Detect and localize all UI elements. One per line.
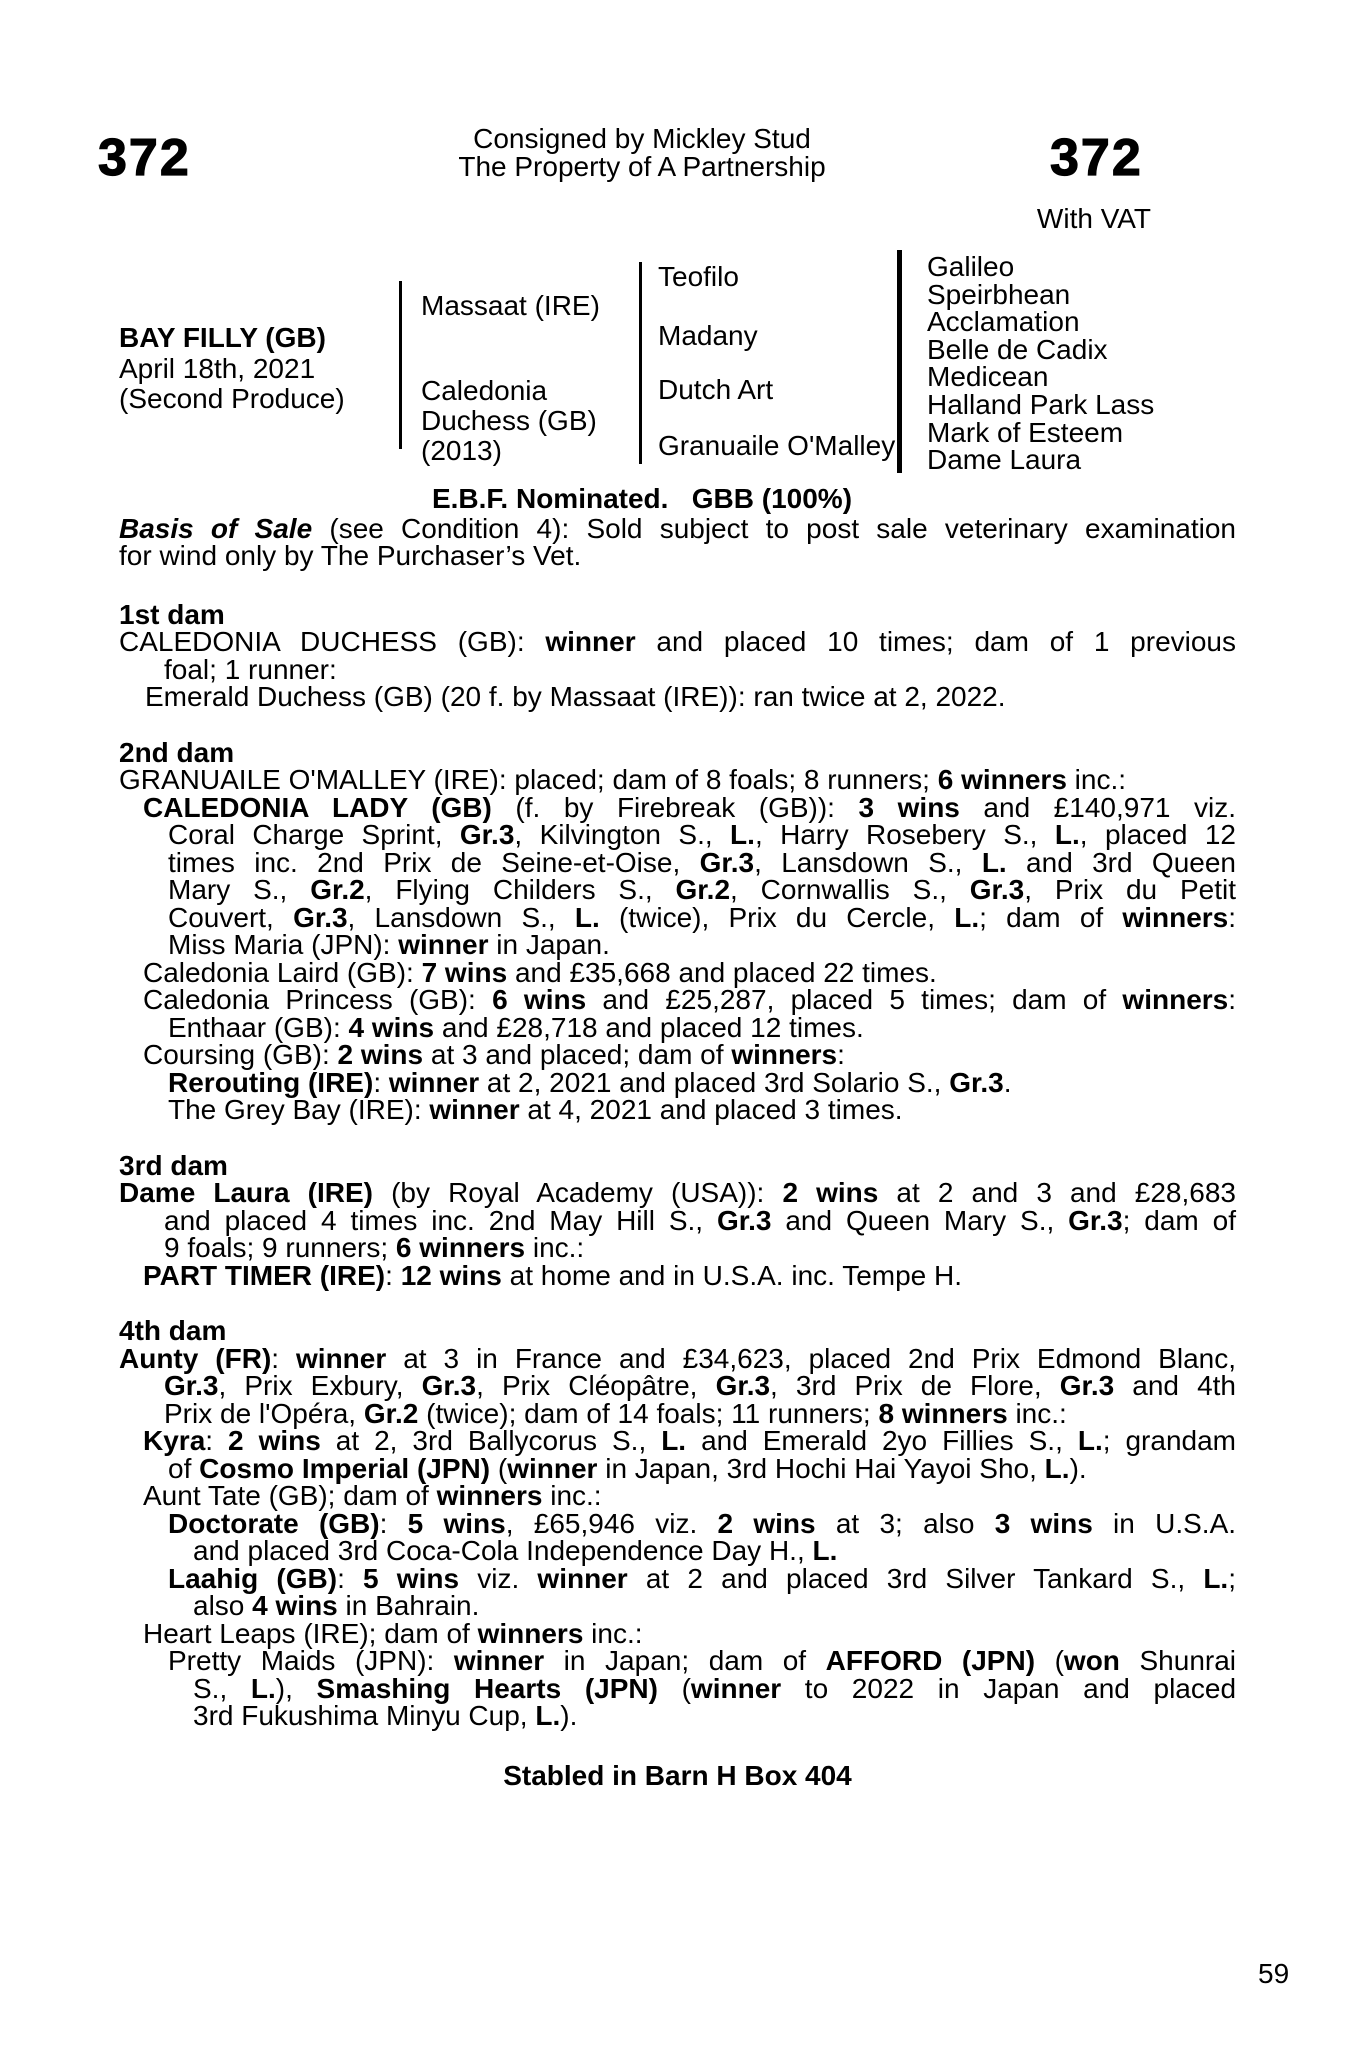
great-grandparent-name: Speirbhean — [927, 278, 1071, 310]
catalog-paragraph — [0, 766, 1346, 794]
catalog-paragraph — [0, 1342, 1346, 1429]
dam-heading: 1st dam — [119, 598, 225, 630]
catalog-paragraph — [0, 931, 1346, 959]
catalog-line: CALEDONIA LADY (GB) (f. by Firebreak (GB)): 3 wins and £140,971 viz. — [143, 791, 1237, 823]
catalog-line: Mary S., Gr.2, Flying Childers S., Gr.2, Cornwallis S., Gr.3, Prix du Petit — [168, 874, 1237, 905]
great-grandparent-list — [927, 253, 1154, 474]
catalog-text — [0, 485, 1346, 1789]
catalog-line: Enthaar (GB): 4 wins and £28,718 and placed 12 times. — [168, 1011, 864, 1043]
dam-section — [0, 736, 1346, 1125]
great-grandparent-name: Medicean — [927, 361, 1049, 393]
foal-date: April 18th, 2021 — [119, 352, 316, 384]
grandparent-name: Teofilo — [658, 261, 739, 292]
catalog-line: Couvert, Gr.3, Lansdown S., L. (twice), Prix du Cercle, L.; dam of winners: — [168, 901, 1237, 933]
catalog-line: Rerouting (IRE): winner at 2, 2021 and placed 3rd Solario S., Gr.3. — [168, 1066, 1012, 1098]
catalog-line: PART TIMER (IRE): 12 wins at home and in U.S.A. inc. Tempe H. — [143, 1259, 963, 1291]
great-grandparent-name: Acclamation — [927, 306, 1080, 338]
pedigree-divider — [897, 250, 902, 473]
nomination-line: E.B.F. Nominated. GBB (100%) — [431, 483, 853, 514]
catalog-paragraph — [0, 1647, 1346, 1730]
catalog-line: Miss Maria (JPN): winner in Japan. — [168, 929, 610, 960]
property-line: The Property of A Partnership — [458, 151, 826, 182]
great-grandparent-name: Dame Laura — [927, 444, 1082, 476]
catalog-line: Caledonia Laird (GB): 7 wins and £35,668 and placed 22 times. — [143, 956, 937, 988]
vat-note: With VAT — [1036, 203, 1151, 234]
catalog-paragraph — [0, 1259, 1346, 1291]
catalog-line: and placed 4 times inc. 2nd May Hill S., Gr.3 and Queen Mary S., Gr.3; dam of — [164, 1204, 1236, 1236]
catalog-line: for wind only by The Purchaser’s Vet. — [119, 540, 582, 571]
pedigree-divider — [639, 262, 642, 464]
foal-details — [119, 323, 345, 415]
grandparent-name: Granuaile O'Malley — [658, 430, 896, 461]
catalog-paragraph — [0, 956, 1346, 988]
foal-produce: (Second Produce) — [119, 383, 345, 414]
catalog-line: CALEDONIA DUCHESS (GB): winner and placed 10 times; dam of 1 previous — [119, 626, 1237, 657]
dam-section — [0, 1149, 1346, 1291]
catalog-line: Laahig (GB): 5 wins viz. winner at 2 and placed 3rd Silver Tankard S., L.; — [168, 1562, 1236, 1594]
dam-section — [0, 598, 1346, 712]
catalog-paragraph — [0, 628, 1346, 683]
catalog-line: Aunt Tate (GB); dam of winners inc.: — [143, 1480, 602, 1511]
catalog-paragraph — [0, 1041, 1346, 1069]
basis-of-sale — [0, 512, 1346, 571]
consignor-block — [119, 125, 1165, 181]
catalog-line: Pretty Maids (JPN): winner in Japan; dam of AFFORD (JPN) (won Shunrai — [168, 1645, 1237, 1676]
catalog-line: 3rd Fukushima Minyu Cup, L.). — [193, 1700, 578, 1731]
catalog-line: Dame Laura (IRE) (by Royal Academy (USA)): 2 wins at 2 and 3 and £28,683 — [119, 1177, 1237, 1208]
catalog-paragraph — [0, 1482, 1346, 1510]
sire-name: Massaat (IRE) — [421, 290, 600, 321]
catalog-paragraph — [0, 1617, 1346, 1649]
catalog-line: Aunty (FR): winner at 3 in France and £34,623, placed 2nd Prix Edmond Blanc, — [119, 1342, 1236, 1374]
catalog-paragraph — [0, 1507, 1346, 1566]
catalog-paragraph — [0, 1066, 1346, 1098]
catalog-paragraph — [0, 1096, 1346, 1124]
great-grandparent-name: Halland Park Lass — [927, 388, 1155, 420]
dam-name-line: Caledonia — [421, 375, 548, 406]
dam-heading: 3rd dam — [119, 1149, 228, 1181]
catalog-line: foal; 1 runner: — [164, 653, 337, 685]
page-number: 59 — [1258, 1958, 1290, 1989]
catalog-paragraph — [0, 1562, 1346, 1621]
catalog-line: S., L.), Smashing Hearts (JPN) (winner to 2022 in Japan and placed — [193, 1672, 1237, 1704]
catalog-line: also 4 wins in Bahrain. — [193, 1590, 480, 1621]
pedigree-divider — [399, 281, 402, 449]
dam-name-line: (2013) — [421, 435, 502, 466]
dam-name-line: Duchess (GB) — [421, 405, 597, 436]
catalog-paragraph — [0, 1427, 1346, 1482]
catalog-line: Heart Leaps (IRE); dam of winners inc.: — [143, 1617, 643, 1649]
great-grandparent-name: Mark of Esteem — [927, 416, 1124, 448]
grandparent-name: Dutch Art — [658, 374, 774, 405]
consignor-name: Consigned by Mickley Stud — [473, 123, 811, 154]
dam-name — [421, 376, 597, 466]
lot-number-left: 372 — [98, 129, 191, 187]
catalog-paragraph — [0, 1011, 1346, 1043]
lot-number-right: 372 — [1050, 129, 1143, 187]
catalog-line: The Grey Bay (IRE): winner at 4, 2021 and placed 3 times. — [168, 1094, 903, 1125]
catalog-line: Kyra: 2 wins at 2, 3rd Ballycorus S., L. and Emerald 2yo Fillies S., L.; grandam — [143, 1425, 1236, 1456]
catalog-line: Doctorate (GB): 5 wins, £65,946 viz. 2 wins at 3; also 3 wins in U.S.A. — [168, 1507, 1237, 1539]
dam-sections — [0, 598, 1346, 1731]
great-grandparent-name: Belle de Cadix — [927, 333, 1108, 365]
foal-name: BAY FILLY (GB) — [119, 322, 326, 353]
catalog-line: of Cosmo Imperial (JPN) (winner in Japan, 3rd Hochi Hai Yayoi Sho, L.). — [168, 1452, 1087, 1484]
catalog-line: and placed 3rd Coca-Cola Independence Day H., L. — [193, 1535, 838, 1566]
great-grandparent-name: Galileo — [927, 251, 1015, 282]
catalog-paragraph — [0, 791, 1346, 933]
catalog-line: Basis of Sale (see Condition 4): Sold subject to post sale veterinary examination — [119, 512, 1236, 544]
catalog-line: Prix de l'Opéra, Gr.2 (twice); dam of 14 foals; 11 runners; 8 winners inc.: — [164, 1397, 1067, 1429]
catalog-line: 9 foals; 9 runners; 6 winners inc.: — [164, 1232, 585, 1263]
dam-section — [0, 1317, 1346, 1730]
catalog-paragraph — [0, 1179, 1346, 1262]
catalog-line: GRANUAILE O'MALLEY (IRE): placed; dam of 8 foals; 8 runners; 6 winners inc.: — [119, 764, 1127, 795]
stabled-location: Stabled in Barn H Box 404 — [503, 1759, 852, 1791]
catalog-line: Emerald Duchess (GB) (20 f. by Massaat (IRE)): ran twice at 2, 2022. — [145, 681, 1006, 712]
catalog-line: Coursing (GB): 2 wins at 3 and placed; dam of winners: — [143, 1039, 845, 1070]
dam-heading: 2nd dam — [119, 736, 235, 768]
catalog-paragraph — [0, 512, 1346, 571]
catalog-line: Coral Charge Sprint, Gr.3, Kilvington S., L., Harry Rosebery S., L., placed 12 — [168, 819, 1236, 850]
catalog-line: times inc. 2nd Prix de Seine-et-Oise, Gr.3, Lansdown S., L. and 3rd Queen — [168, 846, 1236, 878]
catalog-paragraph — [0, 986, 1346, 1014]
catalog-line: Caledonia Princess (GB): 6 wins and £25,287, placed 5 times; dam of winners: — [143, 984, 1237, 1015]
catalog-paragraph — [0, 683, 1346, 711]
dam-heading: 4th dam — [119, 1315, 227, 1346]
catalog-line: Gr.3, Prix Exbury, Gr.3, Prix Cléopâtre, Gr.3, 3rd Prix de Flore, Gr.3 and 4th — [164, 1370, 1236, 1401]
grandparent-name: Madany — [658, 320, 758, 351]
